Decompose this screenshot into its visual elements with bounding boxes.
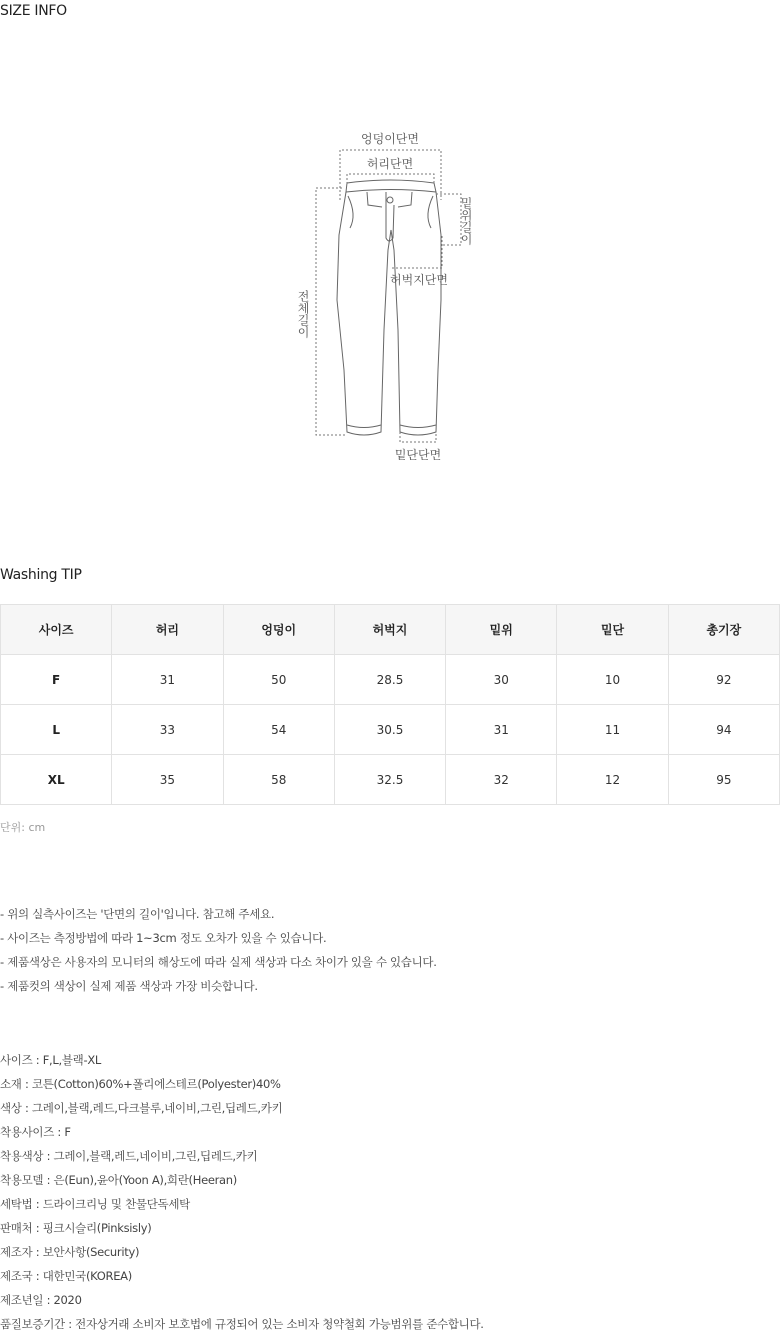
cell-thigh: 30.5	[334, 705, 445, 755]
rise-label: 밑위길이	[459, 197, 473, 245]
waist-label: 허리단면	[366, 157, 414, 171]
cell-hem: 10	[557, 655, 668, 705]
pants-outline	[337, 180, 441, 435]
header-size: 사이즈	[1, 605, 112, 655]
unit-note: 단위: cm	[0, 821, 46, 834]
table-header-row	[1, 605, 780, 655]
note-item: - 사이즈는 측정방법에 따라 1~3cm 정도 오차가 있을 수 있습니다.	[0, 931, 327, 945]
product-specs	[0, 1052, 484, 1340]
spec-item: 품질보증기간 : 전자상거래 소비자 보호법에 규정되어 있는 소비자 청약철회 가능범위를 준수합니다.	[0, 1317, 484, 1331]
cell-waist: 35	[112, 755, 223, 805]
cell-hip: 50	[223, 655, 334, 705]
spec-item: 소재 : 코튼(Cotton)60%+폴리에스테르(Polyester)40%	[0, 1077, 281, 1091]
cell-size: F	[1, 655, 112, 705]
cell-length: 95	[668, 755, 779, 805]
header-thigh: 허벅지	[334, 605, 445, 655]
spec-item: 착용색상 : 그레이,블랙,레드,네이비,그린,딥레드,카키	[0, 1149, 258, 1163]
thigh-label: 허벅지단면	[390, 273, 448, 287]
spec-item: 색상 : 그레이,블랙,레드,다크블루,네이비,그린,딥레드,카키	[0, 1101, 283, 1115]
cell-length: 92	[668, 655, 779, 705]
cell-hip: 54	[223, 705, 334, 755]
size-table	[0, 604, 780, 805]
washing-tip-title: Washing TIP	[0, 567, 82, 583]
hem-label: 밑단단면	[394, 448, 442, 462]
cell-hip: 58	[223, 755, 334, 805]
measurement-guides	[316, 150, 461, 442]
table-row	[1, 705, 780, 755]
cell-rise: 32	[446, 755, 557, 805]
cell-hem: 12	[557, 755, 668, 805]
spec-item: 제조년일 : 2020	[0, 1293, 82, 1307]
note-item: - 제품색상은 사용자의 모니터의 해상도에 따라 실제 색상과 다소 차이가 있을 수 있습니다.	[0, 955, 437, 969]
spec-item: 세탁법 : 드라이크리닝 및 찬물단독세탁	[0, 1197, 190, 1211]
cell-rise: 30	[446, 655, 557, 705]
size-notes	[0, 906, 437, 1002]
spec-item: 착용사이즈 : F	[0, 1125, 71, 1139]
spec-item: 착용모델 : 은(Eun),윤아(Yoon A),희란(Heeran)	[0, 1173, 237, 1187]
cell-thigh: 32.5	[334, 755, 445, 805]
header-hem: 밑단	[557, 605, 668, 655]
cell-waist: 33	[112, 705, 223, 755]
header-rise: 밑위	[446, 605, 557, 655]
spec-item: 제조국 : 대한민국(KOREA)	[0, 1269, 132, 1283]
header-waist: 허리	[112, 605, 223, 655]
size-info-title: SIZE INFO	[0, 3, 67, 19]
note-item: - 제품컷의 색상이 실제 제품 색상과 가장 비슷합니다.	[0, 979, 258, 993]
cell-length: 94	[668, 705, 779, 755]
cell-waist: 31	[112, 655, 223, 705]
spec-item: 제조자 : 보안사항(Security)	[0, 1245, 140, 1259]
cell-rise: 31	[446, 705, 557, 755]
cell-hem: 11	[557, 705, 668, 755]
pants-size-diagram	[290, 125, 473, 470]
total-length-label: 전체길이	[296, 290, 310, 338]
table-row	[1, 755, 780, 805]
cell-size: L	[1, 705, 112, 755]
header-length: 총기장	[668, 605, 779, 655]
hip-label: 엉덩이단면	[361, 132, 419, 146]
cell-thigh: 28.5	[334, 655, 445, 705]
table-row	[1, 655, 780, 705]
note-item: - 위의 실측사이즈는 '단면의 길이'입니다. 참고해 주세요.	[0, 907, 275, 921]
cell-size: XL	[1, 755, 112, 805]
header-hip: 엉덩이	[223, 605, 334, 655]
spec-item: 판매처 : 핑크시슬리(Pinksisly)	[0, 1221, 152, 1235]
spec-item: 사이즈 : F,L,블랙-XL	[0, 1053, 101, 1067]
